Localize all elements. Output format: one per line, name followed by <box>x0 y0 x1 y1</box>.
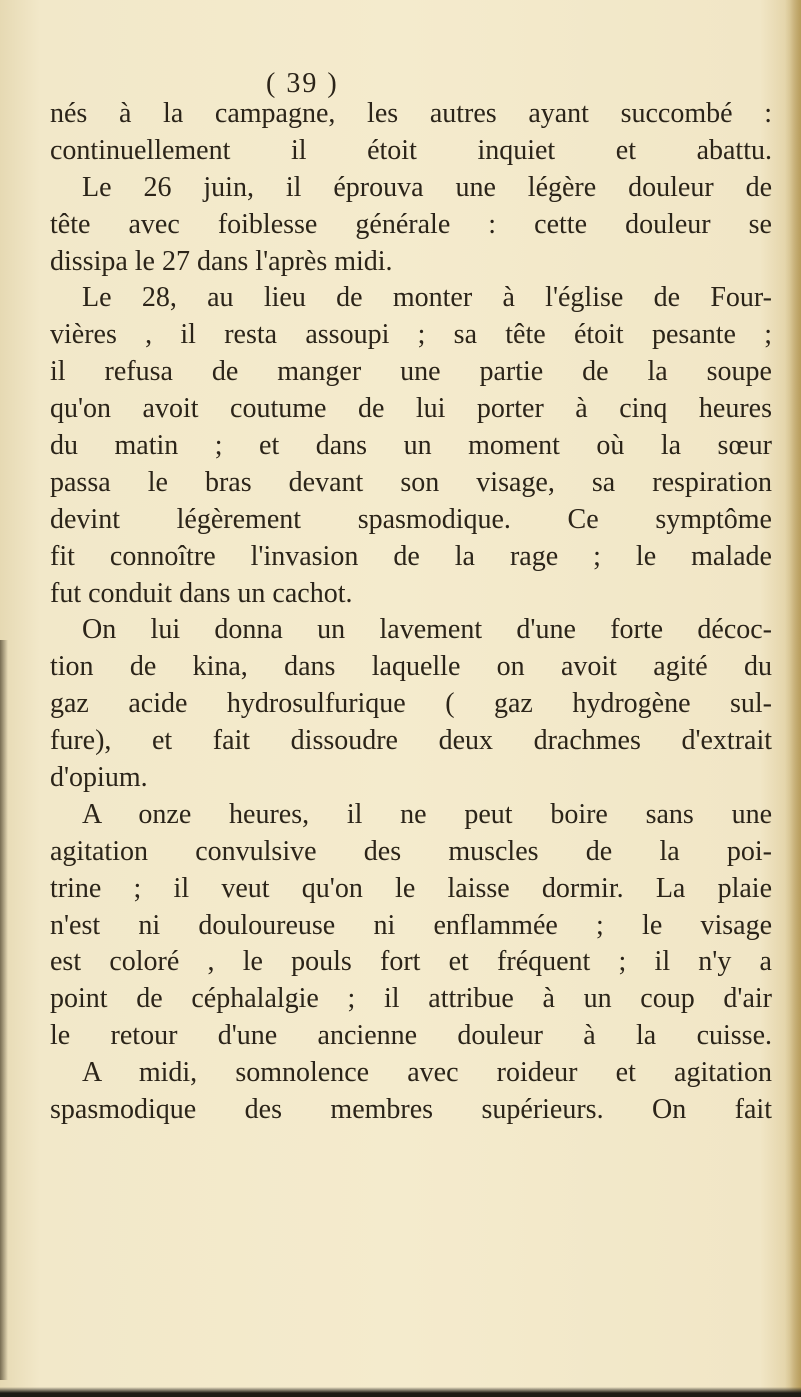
text-line: tête avec foiblesse générale : cette douleur se <box>50 208 772 240</box>
text-line: est coloré , le pouls fort et fréquent ; il n'y a <box>50 946 772 978</box>
text-line: n'est ni douloureuse ni enflammée ; le visage <box>50 909 772 941</box>
text-line: il refusa de manger une partie de la soupe <box>50 356 772 388</box>
page-gutter-shadow <box>785 0 801 1397</box>
body-text <box>50 96 772 1129</box>
text-line: d'opium. <box>50 762 148 794</box>
page-bottom-edge <box>0 1387 801 1397</box>
text-line: passa le bras devant son visage, sa respiration <box>50 466 772 498</box>
text-line: trine ; il veut qu'on le laisse dormir. La plaie <box>50 872 772 904</box>
text-line: du matin ; et dans un moment où la sœur <box>50 430 772 462</box>
text-line: dissipa le 27 dans l'après midi. <box>50 245 393 277</box>
text-line: point de céphalalgie ; il attribue à un coup d'air <box>50 983 772 1015</box>
text-line: A onze heures, il ne peut boire sans une <box>82 798 772 830</box>
text-line: vières , il resta assoupi ; sa tête étoit pesante ; <box>50 319 772 351</box>
text-line: fit connoître l'invasion de la rage ; le malade <box>50 540 772 572</box>
text-line: nés à la campagne, les autres ayant succombé : <box>50 98 772 129</box>
text-line: gaz acide hydrosulfurique ( gaz hydrogène sul- <box>50 688 772 720</box>
text-line: spasmodique des membres supérieurs. On fait <box>50 1094 772 1126</box>
text-line: tion de kina, dans laquelle on avoit agité du <box>50 651 772 683</box>
text-line: qu'on avoit coutume de lui porter à cinq heures <box>50 393 772 425</box>
page-number: ( 39 ) <box>266 68 339 99</box>
text-line: Le 26 juin, il éprouva une légère douleur de <box>82 171 772 203</box>
text-line: On lui donna un lavement d'une forte décoc- <box>82 614 772 646</box>
text-line: devint légèrement spasmodique. Ce symptôme <box>50 503 772 535</box>
text-line: agitation convulsive des muscles de la poi- <box>50 835 772 867</box>
text-line: le retour d'une ancienne douleur à la cuisse. <box>50 1020 772 1052</box>
text-line: A midi, somnolence avec roideur et agitation <box>82 1057 772 1089</box>
text-line: fure), et fait dissoudre deux drachmes d'extrait <box>50 725 772 757</box>
text-line: continuellement il étoit inquiet et abattu. <box>50 134 772 166</box>
text-line: Le 28, au lieu de monter à l'église de Four- <box>82 282 772 314</box>
page-left-edge-shadow <box>0 640 8 1380</box>
text-line: fut conduit dans un cachot. <box>50 577 353 609</box>
